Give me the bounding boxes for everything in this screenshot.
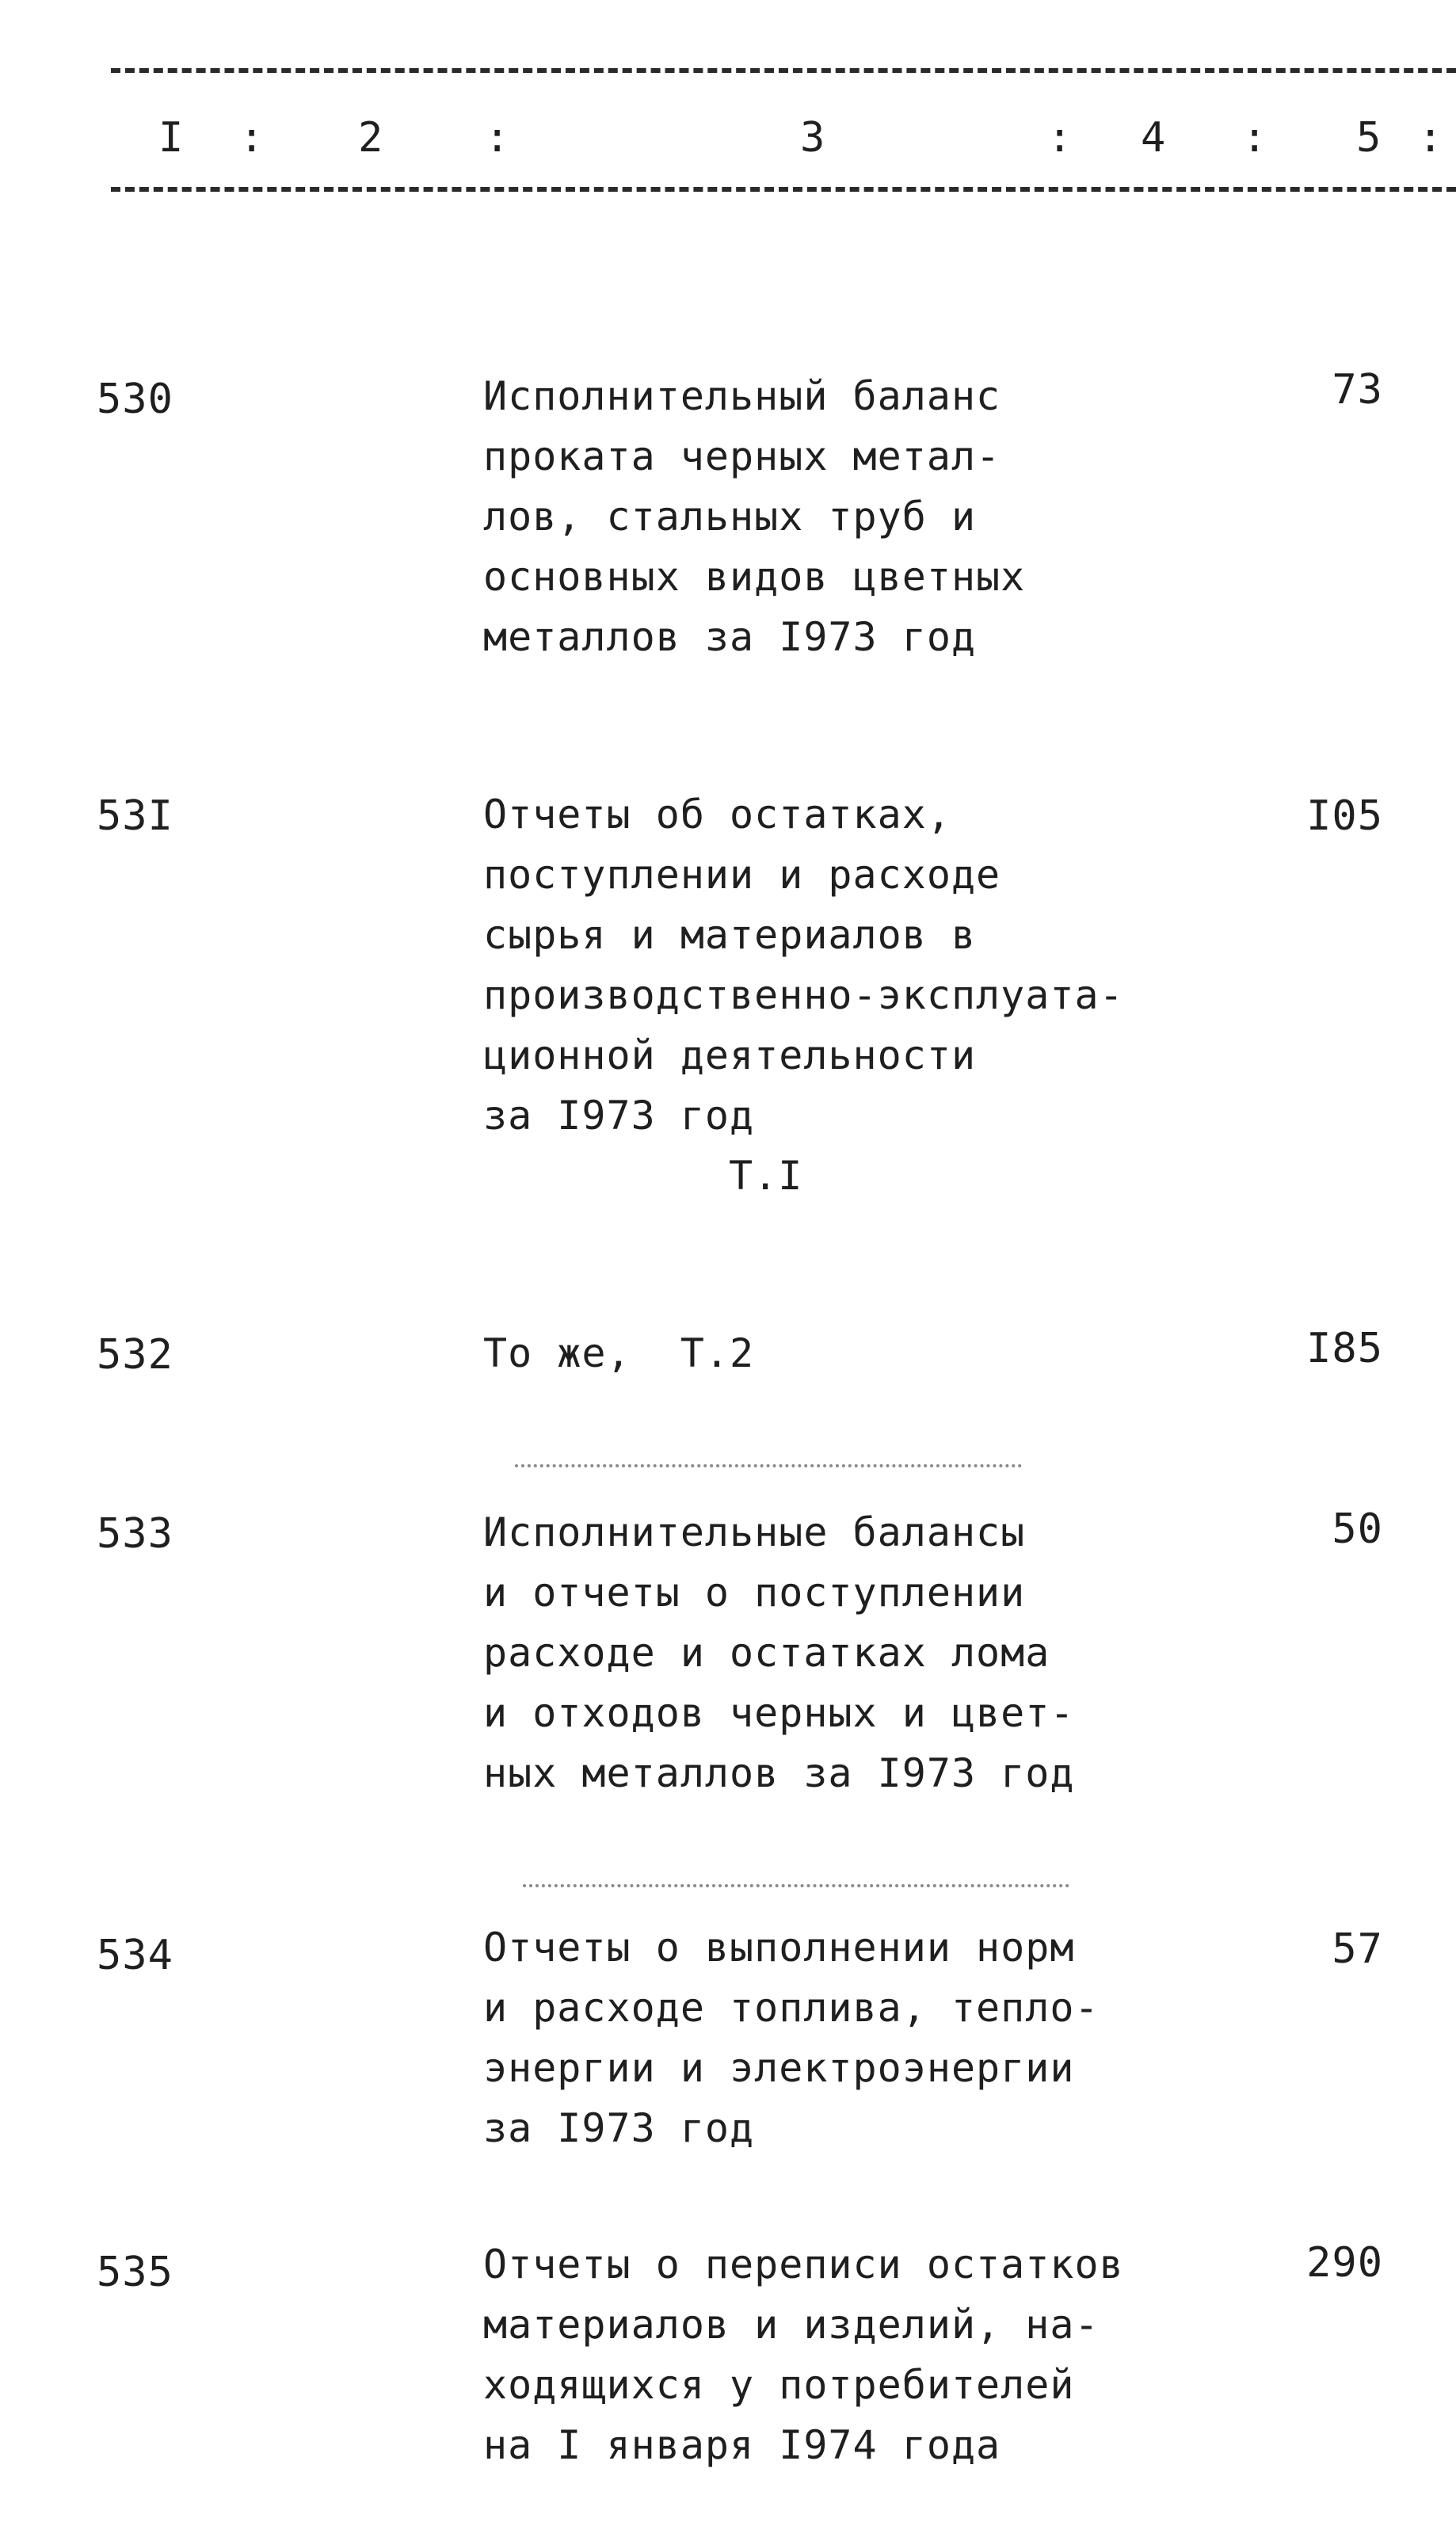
column-separator: : (1047, 114, 1074, 162)
title-line: металлов за I973 год (483, 614, 977, 660)
title-line: ходящихся у потребителей (483, 2362, 1075, 2408)
title-line: ных металлов за I973 год (483, 1750, 1075, 1796)
title-line: ционной деятельности (483, 1032, 977, 1078)
title-line: лов, стальных труб и (483, 494, 977, 540)
column-header-3: 3 (800, 114, 827, 162)
title-line: Исполнительный баланс (483, 373, 1001, 419)
title-line: поступлении и расходе (483, 852, 1001, 898)
volume-label: Т.I (729, 1153, 803, 1199)
column-separator: : (239, 114, 266, 162)
title-line: производственно-эксплуата- (483, 972, 1124, 1018)
item-title (483, 2234, 1275, 2475)
title-line: за I973 год (483, 1093, 755, 1139)
item-number: 533 (97, 1510, 173, 1558)
title-line: Отчеты об остатках, (483, 792, 951, 837)
page-count: 57 (1332, 1925, 1383, 1973)
title-line: материалов и изделий, на- (483, 2302, 1100, 2348)
column-header-2: 2 (358, 114, 385, 162)
page-count: 50 (1332, 1505, 1383, 1553)
faint-rule (515, 1464, 1022, 1467)
title-line: и отходов черных и цвет- (483, 1690, 1075, 1736)
column-header-5: 5 (1356, 114, 1383, 162)
page-count: 73 (1332, 366, 1383, 414)
title-line: Отчеты о выполнении норм (483, 1925, 1075, 1971)
item-number: 530 (97, 376, 173, 423)
column-header-1: I (158, 114, 185, 162)
column-separator: : (1418, 114, 1445, 162)
item-title (483, 366, 1275, 667)
page-count: I05 (1306, 792, 1383, 840)
header-bottom-rule (111, 187, 1456, 192)
title-line: за I973 год (483, 2105, 755, 2151)
title-line: сырья и материалов в (483, 912, 977, 958)
title-line: и отчеты о поступлении (483, 1570, 1026, 1616)
item-title (483, 784, 1275, 1206)
column-header-4: 4 (1141, 114, 1168, 162)
title-line: То же, Т.2 (483, 1330, 755, 1376)
faint-rule (523, 1884, 1069, 1887)
title-line: на I января I974 года (483, 2422, 1001, 2468)
title-line: энергии и электроэнергии (483, 2045, 1075, 2091)
page-count: I85 (1306, 1325, 1383, 1372)
title-line: проката черных метал- (483, 433, 1001, 479)
header-top-rule (111, 68, 1456, 73)
item-number: 534 (97, 1932, 173, 1979)
item-title (483, 1917, 1275, 2158)
item-number: 535 (97, 2249, 173, 2296)
title-line: и расходе топлива, тепло- (483, 1985, 1100, 2031)
title-line: расходе и остатках лома (483, 1630, 1050, 1676)
item-number: 532 (97, 1331, 173, 1379)
item-title (483, 1323, 1275, 1383)
item-number: 53I (97, 792, 173, 840)
title-line: Исполнительные балансы (483, 1509, 1026, 1555)
column-separator: : (1242, 114, 1269, 162)
page-count: 290 (1306, 2239, 1383, 2287)
item-title (483, 1502, 1275, 1803)
column-separator: : (485, 114, 512, 162)
title-line: Отчеты о переписи остатков (483, 2241, 1124, 2287)
title-line: основных видов цветных (483, 554, 1026, 600)
